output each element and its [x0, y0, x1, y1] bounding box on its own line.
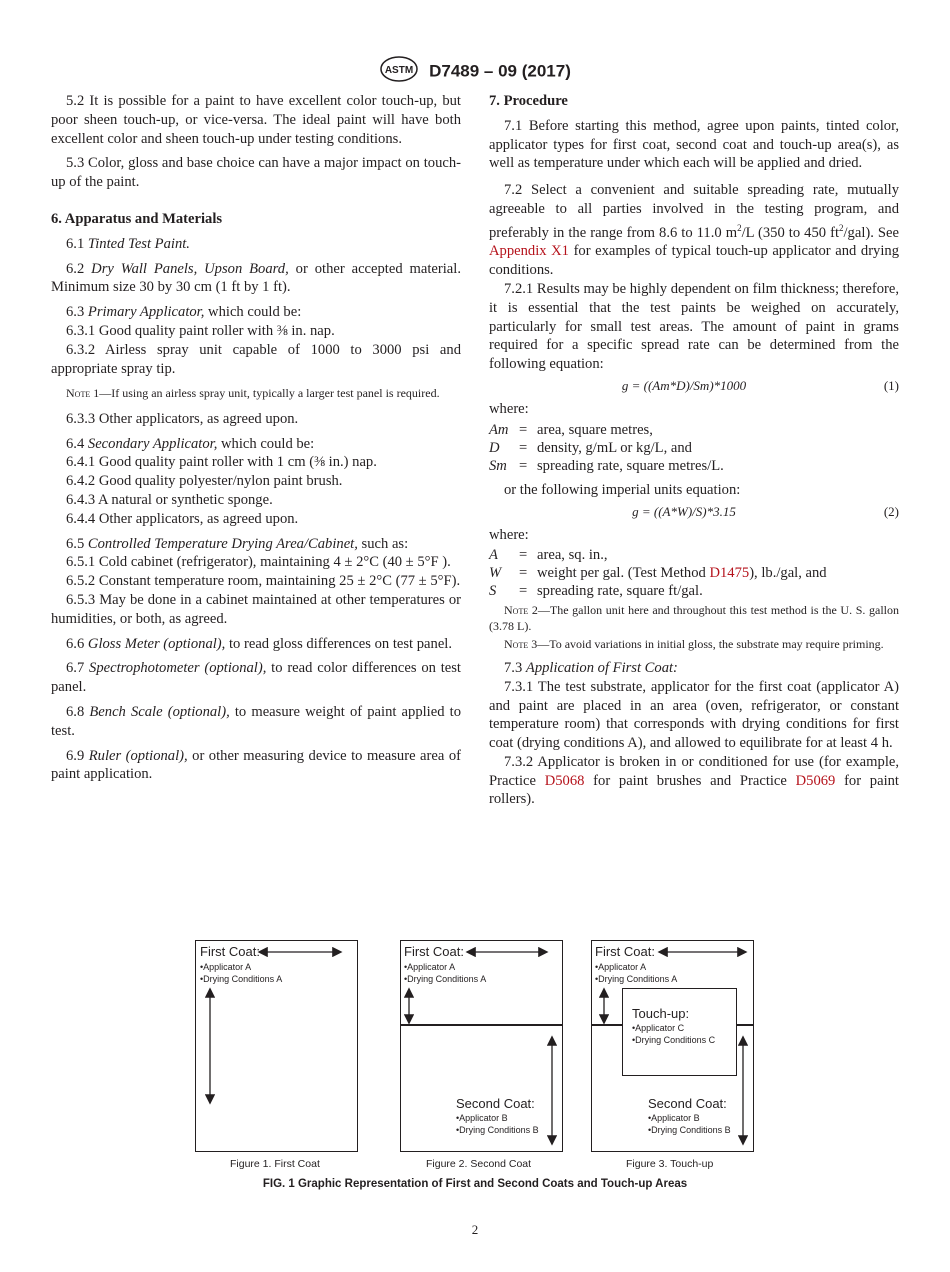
appendix-x1-link[interactable]: Appendix X1	[489, 243, 569, 260]
d5069-link[interactable]: D5069	[795, 772, 836, 789]
para-7-2-1: 7.2.1 Results may be highly dependent on film thickness; therefore, it is essential that the test paints be weighed on accurately, particularly for small test areas. The amount of paint in grams required for a specific spread rate can be determined from the following equation:	[489, 281, 899, 373]
para-6-1: 6.1 Tinted Test Paint.	[66, 235, 190, 252]
label-touch-up: Touch-up:	[632, 1006, 690, 1021]
label-drying-b: •Drying Conditions B	[456, 1125, 539, 1135]
where-list-1	[489, 421, 899, 475]
para-5-3: 5.3 Color, gloss and base choice can have a major impact on touch-up of the paint.	[51, 155, 461, 191]
label-applicator-a: •Applicator A	[200, 962, 252, 972]
label-applicator-a: •Applicator A	[595, 962, 647, 972]
label-drying-a: •Drying Conditions A	[595, 974, 678, 984]
subcaption-2: Figure 2. Second Coat	[426, 1158, 532, 1170]
para-6-5-2: 6.5.2 Constant temperature room, maintaining 25 ± 2°C (77 ± 5°F).	[66, 573, 461, 590]
label-second-coat: Second Coat:	[648, 1096, 727, 1111]
para-6-5-3: 6.5.3 May be done in a cabinet maintained at other temperatures or humidities, or both, as agreed.	[51, 592, 461, 627]
para-6-4-4: 6.4.4 Other applicators, as agreed upon.	[66, 510, 299, 527]
label-drying-a: •Drying Conditions A	[404, 974, 487, 984]
label-applicator-b: •Applicator B	[456, 1113, 508, 1123]
subcaption-1: Figure 1. First Coat	[230, 1158, 320, 1170]
para-7-2: 7.2 Select a convenient and suitable spreading rate, mutually agreeable to all parties involved in the testing program, and preferably in the range from 8.6 to 11.0 $m^2/L$ (350 to 450 $ft^2/gal$). See Appendix X1 for examples of typical touch-up applicator and drying conditions.	[489, 182, 899, 279]
figure-caption: FIG. 1 Graphic Representation of First and Second Coats and Touch-up Areas	[262, 1178, 688, 1190]
label-drying-c: •Drying Conditions C	[632, 1035, 716, 1045]
label-applicator-c: •Applicator C	[632, 1023, 685, 1033]
para-6-4-1: 6.4.1 Good quality paint roller with 1 cm (⅜ in.) nap.	[66, 454, 377, 471]
svg-text:ASTM: ASTM	[384, 65, 414, 76]
para-7-1: 7.1 Before starting this method, agree upon paints, tinted color, applicator types for first coat, second coat and touch-up area(s), as well as temperature under which each will be applied and dried.	[489, 117, 899, 172]
note-1: Note 1—If using an airless spray unit, typically a larger test panel is required.	[66, 386, 440, 401]
subcaption-3: Figure 3. Touch-up	[626, 1158, 714, 1170]
para-6-3-3: 6.3.3 Other applicators, as agreed upon.	[66, 410, 299, 427]
para-7-3: 7.3 Application of First Coat:	[504, 659, 678, 676]
imperial-intro: or the following imperial units equation:	[504, 481, 741, 498]
equation-1: g = ((Am*D)/Sm)*1000 (1)	[621, 378, 899, 394]
document-designation: D7489 – 09 (2017)	[429, 61, 571, 81]
where-row: A = area, sq. in.,	[489, 547, 608, 564]
para-6-4: 6.4 Secondary Applicator, which could be:	[66, 435, 315, 452]
page-number: 2	[471, 1222, 479, 1237]
para-6-9: 6.9 Ruler (optional), or other measuring device to measure area of paint application.	[51, 747, 461, 783]
para-6-5-1: 6.5.1 Cold cabinet (refrigerator), maintaining 4 ± 2°C (40 ± 5°F ).	[66, 554, 451, 571]
label-drying-a: •Drying Conditions A	[200, 974, 283, 984]
note-3: Note 3—To avoid variations in initial gloss, the substrate may require priming.	[504, 637, 884, 652]
page-header	[0, 56, 950, 87]
section-6-heading: 6. Apparatus and Materials	[51, 210, 223, 227]
left-column	[51, 92, 461, 784]
label-first-coat: First Coat:	[595, 944, 655, 959]
equation-2: g = ((A*W)/S)*3.15 (2)	[632, 503, 899, 519]
label-second-coat: Second Coat:	[456, 1096, 535, 1111]
coat-divider	[400, 1024, 563, 1026]
d5068-link[interactable]: D5068	[544, 772, 585, 789]
para-6-3: 6.3 Primary Applicator, which could be:	[66, 304, 302, 321]
section-7-heading: 7. Procedure	[489, 93, 568, 109]
label-applicator-a: •Applicator A	[404, 962, 456, 972]
figure-1	[190, 938, 760, 1178]
where-label-2: where:	[489, 526, 529, 543]
where-row: D = density, g/mL or kg/L, and	[489, 439, 692, 456]
note-2: Note 2—The gallon unit here and throughout this test method is the U. S. gallon (3.78 L).	[489, 603, 900, 633]
label-first-coat: First Coat:	[200, 944, 260, 959]
para-7-3-1: 7.3.1 The test substrate, applicator for the first coat (applicator A) and paint are placed in an area (oven, refrigerator, or constant temperature room) that corresponds with drying conditions for first coat (drying conditions A), and allowed to equilibrate for at least 4 h.	[489, 678, 899, 752]
para-6-5: 6.5 Controlled Temperature Drying Area/Cabinet, such as:	[66, 535, 409, 552]
astm-logo	[379, 56, 419, 87]
label-drying-b: •Drying Conditions B	[648, 1125, 731, 1135]
para-6-8: 6.8 Bench Scale (optional), to measure weight of paint applied to test.	[51, 704, 461, 739]
right-column	[489, 92, 899, 809]
para-6-3-1: 6.3.1 Good quality paint roller with ⅜ in. nap.	[66, 322, 335, 339]
label-first-coat: First Coat:	[404, 944, 464, 959]
para-6-4-2: 6.4.2 Good quality polyester/nylon paint brush.	[66, 473, 343, 490]
para-7-3-2: 7.3.2 Applicator is broken in or conditioned for use (for example, Practice D5068 for paint brushes and Practice D5069 for paint rollers).	[489, 753, 899, 808]
label-applicator-b: •Applicator B	[648, 1113, 700, 1123]
para-6-2: 6.2 Dry Wall Panels, Upson Board, or other accepted material. Minimum size 30 by 30 cm (1 ft by 1 ft).	[51, 260, 461, 296]
para-6-4-3: 6.4.3 A natural or synthetic sponge.	[66, 492, 273, 509]
where-row: W = weight per gal. (Test Method D1475), lb./gal, and	[489, 565, 827, 582]
d1475-link[interactable]: D1475	[709, 565, 750, 582]
para-6-7: 6.7 Spectrophotometer (optional), to read color differences on test panel.	[51, 660, 461, 696]
where-row: Am = area, square metres,	[489, 421, 653, 438]
para-6-3-2: 6.3.2 Airless spray unit capable of 1000 to 3000 psi and appropriate spray tip.	[51, 341, 461, 377]
where-row: S = spreading rate, square ft/gal.	[489, 583, 703, 600]
para-5-2: 5.2 It is possible for a paint to have excellent color touch-up, but poor sheen touch-up, or vice-versa. The ideal paint will have both excellent color and sheen touch-up under testing conditions.	[51, 93, 461, 147]
where-label-1: where:	[489, 401, 529, 418]
where-list-2	[489, 546, 899, 600]
para-6-6: 6.6 Gloss Meter (optional), to read gloss differences on test panel.	[66, 635, 453, 652]
where-row: Sm = spreading rate, square metres/L.	[489, 457, 724, 474]
